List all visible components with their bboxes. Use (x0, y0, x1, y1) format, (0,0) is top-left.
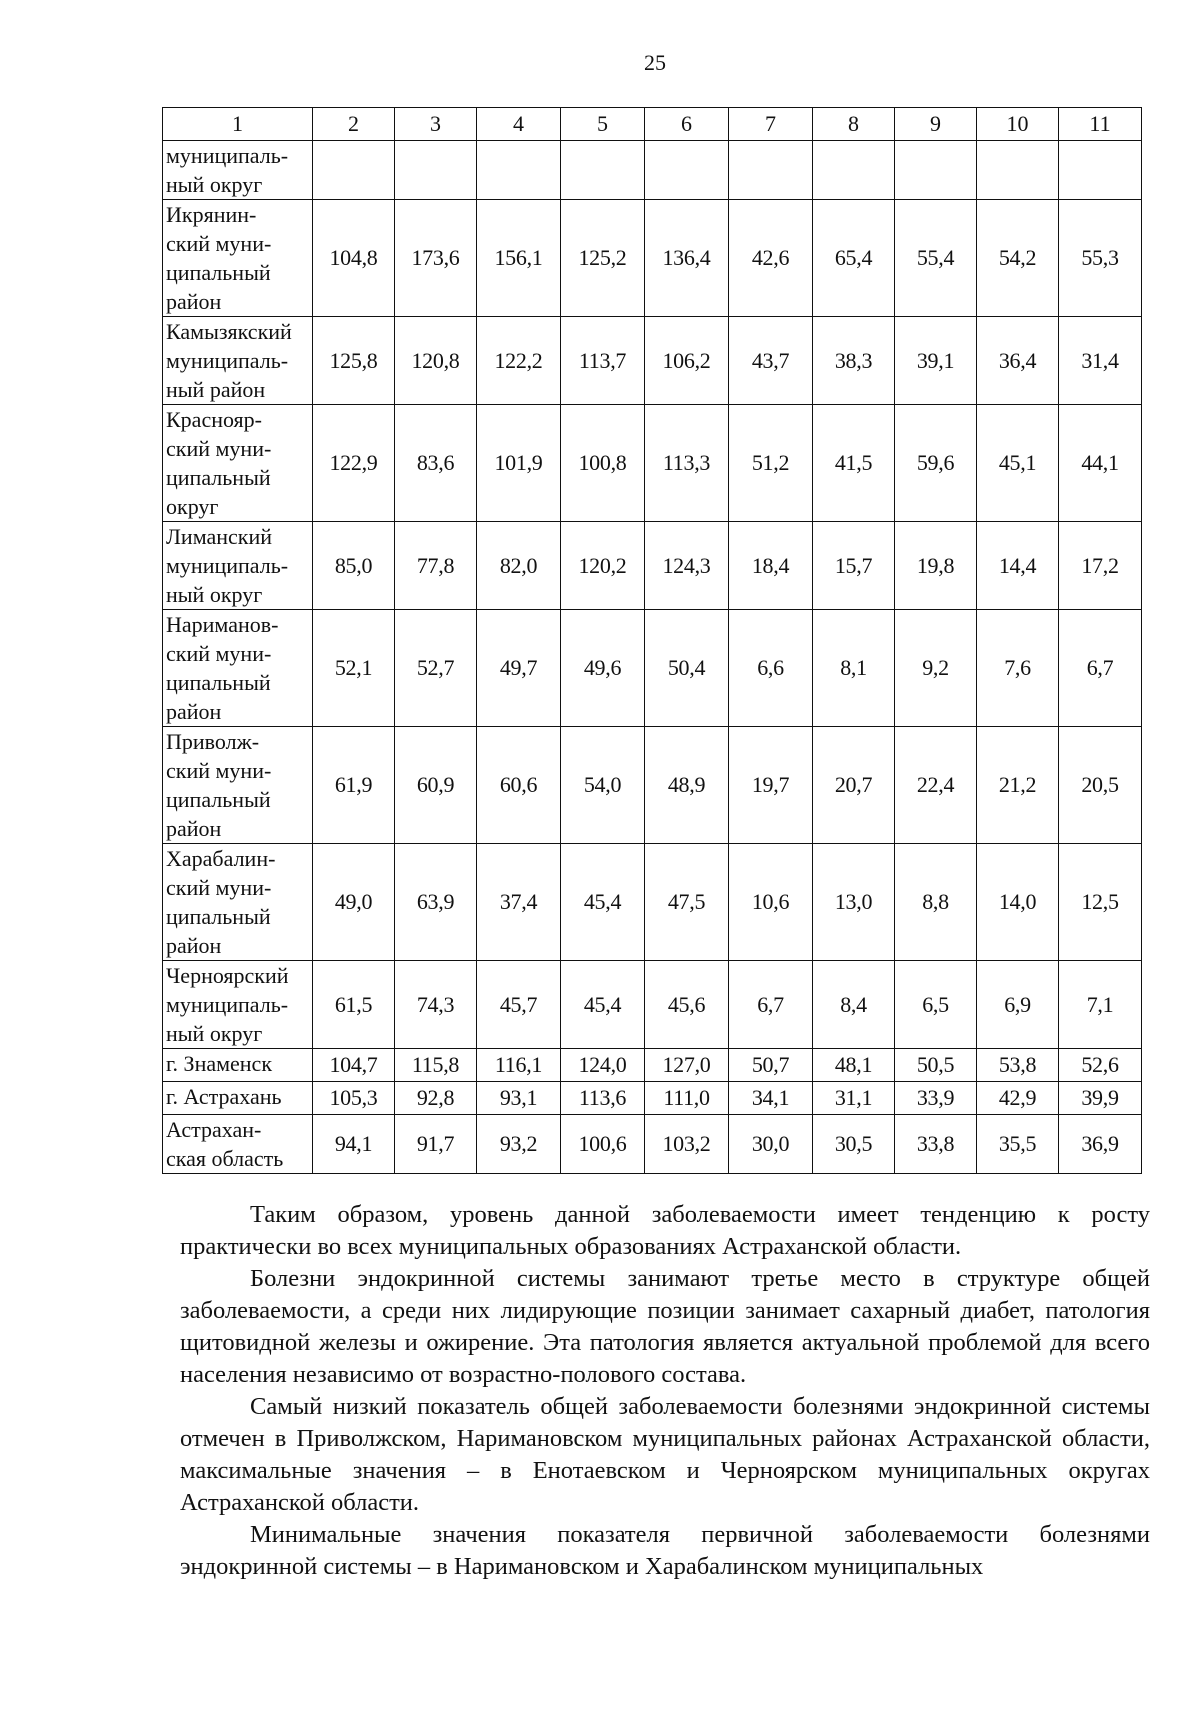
value-cell: 65,4 (813, 200, 895, 317)
value-cell: 103,2 (645, 1115, 729, 1174)
value-cell: 20,5 (1059, 727, 1142, 844)
value-cell: 91,7 (395, 1115, 477, 1174)
value-cell: 6,6 (729, 610, 813, 727)
value-cell (395, 141, 477, 200)
value-cell: 52,6 (1059, 1049, 1142, 1082)
value-cell: 31,4 (1059, 317, 1142, 405)
table-header-row (163, 108, 1142, 141)
territory-name: Лиманский муниципаль- ный округ (166, 524, 289, 607)
value-cell: 100,8 (561, 405, 645, 522)
value-cell: 124,3 (645, 522, 729, 610)
value-cell: 42,6 (729, 200, 813, 317)
table-row (163, 1049, 1142, 1082)
value-cell: 60,9 (395, 727, 477, 844)
value-cell: 47,5 (645, 844, 729, 961)
table-row (163, 405, 1142, 522)
value-cell: 19,8 (895, 522, 977, 610)
value-cell: 127,0 (645, 1049, 729, 1082)
incidence-table (162, 107, 1142, 1174)
value-cell (813, 141, 895, 200)
value-cell: 31,1 (813, 1082, 895, 1115)
table-row (163, 727, 1142, 844)
page-number: 25 (644, 50, 666, 75)
value-cell: 54,0 (561, 727, 645, 844)
territory-name: г. Астрахань (166, 1084, 282, 1109)
value-cell: 93,2 (477, 1115, 561, 1174)
value-cell: 94,1 (313, 1115, 395, 1174)
value-cell (977, 141, 1059, 200)
value-cell: 52,7 (395, 610, 477, 727)
value-cell: 30,0 (729, 1115, 813, 1174)
value-cell: 77,8 (395, 522, 477, 610)
value-cell: 105,3 (313, 1082, 395, 1115)
value-cell: 55,3 (1059, 200, 1142, 317)
value-cell: 7,6 (977, 610, 1059, 727)
value-cell: 14,0 (977, 844, 1059, 961)
table-row (163, 1115, 1142, 1174)
value-cell: 113,6 (561, 1082, 645, 1115)
column-header: 5 (561, 108, 645, 141)
territory-name: Приволж- ский муни- ципальный район (166, 729, 272, 841)
value-cell: 39,9 (1059, 1082, 1142, 1115)
value-cell: 52,1 (313, 610, 395, 727)
value-cell: 12,5 (1059, 844, 1142, 961)
value-cell (645, 141, 729, 200)
value-cell: 9,2 (895, 610, 977, 727)
value-cell (729, 141, 813, 200)
value-cell (1059, 141, 1142, 200)
value-cell: 111,0 (645, 1082, 729, 1115)
territory-name-cell (163, 727, 313, 844)
column-header: 7 (729, 108, 813, 141)
value-cell: 115,8 (395, 1049, 477, 1082)
value-cell: 85,0 (313, 522, 395, 610)
territory-name-cell (163, 844, 313, 961)
territory-name-cell (163, 522, 313, 610)
value-cell: 6,5 (895, 961, 977, 1049)
value-cell: 61,9 (313, 727, 395, 844)
value-cell (895, 141, 977, 200)
value-cell: 120,8 (395, 317, 477, 405)
value-cell: 125,8 (313, 317, 395, 405)
column-header: 10 (977, 108, 1059, 141)
value-cell: 50,7 (729, 1049, 813, 1082)
paragraph: Самый низкий показатель общей заболеваемости болезнями эндокринной системы отмечен в Приволжском, Наримановском муниципальных районах Астраханской области, максимальные значения – в Енотаевском и Черноярском муниципальных округах Астраханской области. (180, 1393, 1150, 1516)
value-cell: 7,1 (1059, 961, 1142, 1049)
territory-name-cell (163, 141, 313, 200)
value-cell: 30,5 (813, 1115, 895, 1174)
territory-name: Черноярский муниципаль- ный округ (166, 963, 289, 1046)
value-cell: 22,4 (895, 727, 977, 844)
value-cell: 100,6 (561, 1115, 645, 1174)
value-cell: 14,4 (977, 522, 1059, 610)
value-cell: 37,4 (477, 844, 561, 961)
value-cell: 60,6 (477, 727, 561, 844)
column-header: 3 (395, 108, 477, 141)
column-header: 1 (163, 108, 313, 141)
territory-name: Камызякский муниципаль- ный район (166, 319, 292, 402)
value-cell (477, 141, 561, 200)
value-cell: 51,2 (729, 405, 813, 522)
paragraph: Минимальные значения показателя первичной заболеваемости болезнями эндокринной системы – в Наримановском и Харабалинском муниципальных (180, 1521, 1150, 1580)
column-header: 4 (477, 108, 561, 141)
value-cell: 136,4 (645, 200, 729, 317)
value-cell: 54,2 (977, 200, 1059, 317)
value-cell: 74,3 (395, 961, 477, 1049)
territory-name: Краснояр- ский муни- ципальный округ (166, 407, 272, 519)
territory-name: муниципаль- ный округ (166, 143, 289, 197)
table-row (163, 961, 1142, 1049)
table-row (163, 1082, 1142, 1115)
value-cell: 15,7 (813, 522, 895, 610)
value-cell: 20,7 (813, 727, 895, 844)
territory-name-cell (163, 1082, 313, 1115)
value-cell: 83,6 (395, 405, 477, 522)
value-cell: 6,9 (977, 961, 1059, 1049)
value-cell: 8,4 (813, 961, 895, 1049)
table-row (163, 317, 1142, 405)
value-cell: 6,7 (729, 961, 813, 1049)
value-cell: 45,7 (477, 961, 561, 1049)
value-cell: 61,5 (313, 961, 395, 1049)
value-cell: 113,3 (645, 405, 729, 522)
value-cell (313, 141, 395, 200)
territory-name-cell (163, 1049, 313, 1082)
value-cell: 101,9 (477, 405, 561, 522)
table-row (163, 141, 1142, 200)
value-cell: 48,1 (813, 1049, 895, 1082)
table-row (163, 200, 1142, 317)
value-cell: 49,6 (561, 610, 645, 727)
value-cell: 124,0 (561, 1049, 645, 1082)
value-cell: 82,0 (477, 522, 561, 610)
value-cell: 63,9 (395, 844, 477, 961)
territory-name: Харабалин- ский муни- ципальный район (166, 846, 276, 958)
value-cell: 122,2 (477, 317, 561, 405)
territory-name-cell (163, 610, 313, 727)
table-row (163, 610, 1142, 727)
value-cell: 38,3 (813, 317, 895, 405)
value-cell: 18,4 (729, 522, 813, 610)
territory-name-cell (163, 1115, 313, 1174)
value-cell: 122,9 (313, 405, 395, 522)
value-cell: 48,9 (645, 727, 729, 844)
value-cell: 106,2 (645, 317, 729, 405)
value-cell: 104,7 (313, 1049, 395, 1082)
territory-name: Икрянин- ский муни- ципальный район (166, 202, 272, 314)
column-header: 9 (895, 108, 977, 141)
body-text (180, 1199, 1150, 1583)
table-row (163, 522, 1142, 610)
value-cell: 53,8 (977, 1049, 1059, 1082)
value-cell: 10,6 (729, 844, 813, 961)
value-cell: 6,7 (1059, 610, 1142, 727)
table-row (163, 844, 1142, 961)
value-cell: 36,4 (977, 317, 1059, 405)
value-cell: 104,8 (313, 200, 395, 317)
value-cell: 125,2 (561, 200, 645, 317)
value-cell: 49,7 (477, 610, 561, 727)
value-cell: 17,2 (1059, 522, 1142, 610)
value-cell: 45,1 (977, 405, 1059, 522)
value-cell: 113,7 (561, 317, 645, 405)
paragraph: Болезни эндокринной системы занимают третье место в структуре общей заболеваемости, а среди них лидирующие позиции занимает сахарный диабет, патология щитовидной железы и ожирение. Эта патология является актуальной проблемой для всего населения независимо от возрастно-полового состава. (180, 1265, 1150, 1388)
value-cell: 92,8 (395, 1082, 477, 1115)
territory-name-cell (163, 405, 313, 522)
value-cell: 41,5 (813, 405, 895, 522)
value-cell: 45,4 (561, 961, 645, 1049)
paragraph: Таким образом, уровень данной заболеваемости имеет тенденцию к росту практически во всех муниципальных образованиях Астраханской области. (180, 1201, 1150, 1260)
value-cell: 36,9 (1059, 1115, 1142, 1174)
value-cell: 21,2 (977, 727, 1059, 844)
value-cell: 45,4 (561, 844, 645, 961)
value-cell (561, 141, 645, 200)
column-header: 6 (645, 108, 729, 141)
value-cell: 42,9 (977, 1082, 1059, 1115)
territory-name: г. Знаменск (166, 1051, 273, 1076)
territory-name-cell (163, 961, 313, 1049)
value-cell: 39,1 (895, 317, 977, 405)
value-cell: 34,1 (729, 1082, 813, 1115)
value-cell: 8,8 (895, 844, 977, 961)
column-header: 8 (813, 108, 895, 141)
value-cell: 13,0 (813, 844, 895, 961)
value-cell: 59,6 (895, 405, 977, 522)
value-cell: 116,1 (477, 1049, 561, 1082)
value-cell: 49,0 (313, 844, 395, 961)
value-cell: 45,6 (645, 961, 729, 1049)
territory-name: Нариманов- ский муни- ципальный район (166, 612, 279, 724)
value-cell: 120,2 (561, 522, 645, 610)
value-cell: 50,5 (895, 1049, 977, 1082)
value-cell: 156,1 (477, 200, 561, 317)
value-cell: 55,4 (895, 200, 977, 317)
value-cell: 44,1 (1059, 405, 1142, 522)
column-header: 11 (1059, 108, 1142, 141)
value-cell: 8,1 (813, 610, 895, 727)
territory-name: Астрахан- ская область (166, 1117, 284, 1171)
territory-name-cell (163, 317, 313, 405)
territory-name-cell (163, 200, 313, 317)
value-cell: 43,7 (729, 317, 813, 405)
value-cell: 93,1 (477, 1082, 561, 1115)
value-cell: 19,7 (729, 727, 813, 844)
value-cell: 173,6 (395, 200, 477, 317)
value-cell: 50,4 (645, 610, 729, 727)
value-cell: 35,5 (977, 1115, 1059, 1174)
value-cell: 33,8 (895, 1115, 977, 1174)
value-cell: 33,9 (895, 1082, 977, 1115)
column-header: 2 (313, 108, 395, 141)
